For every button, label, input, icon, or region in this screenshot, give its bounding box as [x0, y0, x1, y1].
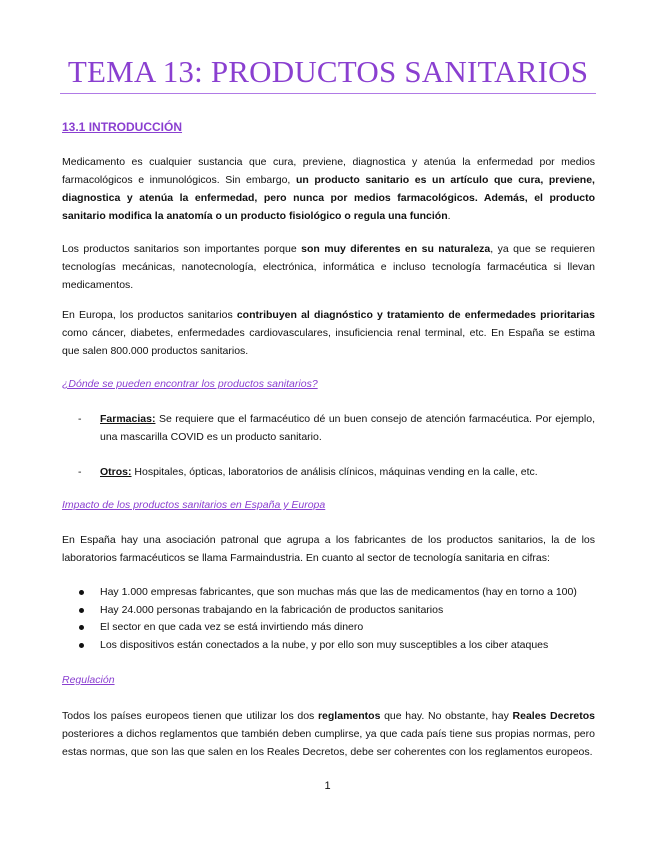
bullet-list [62, 584, 595, 654]
text-run: Medicamento es cualquier sustancia que cura, previene, diagnostica y atenúa la enfermedad por medios farmacológicos e inmunológicos. Sin embargo, [62, 156, 595, 186]
bold-run: son muy diferentes en su naturaleza [301, 243, 491, 255]
bullet-item [62, 602, 595, 620]
text-run: como cáncer, diabetes, enfermedades cardiovasculares, insuficiencia renal terminal, etc. En España se estima que salen 800.000 productos sanitarios. [62, 327, 595, 357]
page-title: TEMA 13: PRODUCTOS SANITARIOS [67, 54, 589, 89]
bullet-text: Los dispositivos están conectados a la nube, y por ello son muy susceptibles a los ciber ataques [100, 638, 549, 651]
subheading-where: ¿Dónde se pueden encontrar los productos sanitarios? [62, 378, 318, 390]
bullet-text: Hay 1.000 empresas fabricantes, que son muchas más que las de medicamentos (hay en torno a 100) [100, 586, 577, 598]
subheading-regulation: Regulación [62, 674, 115, 686]
list-item-otros [62, 463, 595, 481]
paragraph-spain: En España hay una asociación patronal que agrupa a los fabricantes de los productos sanitarios, la de los laboratorios farmacéuticos se llama Farmaindustria. En cuanto al sector de tecnología sanitaria en cifras: [62, 534, 595, 564]
dash-marker: - [78, 466, 82, 478]
dash-marker: - [78, 413, 82, 425]
paragraph-europe [62, 306, 595, 360]
paragraph-regulation [62, 707, 595, 761]
text-run: Los productos sanitarios son importantes porque [62, 243, 302, 255]
text-run: , ya que se requieren tecnologías mecánicas, nanotecnología, electrónica, informática e incluso tecnología farmacéutica si llevan medicamentos. [62, 243, 596, 291]
bullet-dot [79, 625, 84, 630]
item-text: Hospitales, ópticas, laboratorios de análisis clínicos, máquinas vending en la calle, etc. [131, 466, 538, 478]
bullet-dot [79, 590, 84, 595]
bold-run: contribuyen al diagnóstico y tratamiento de enfermedades prioritarias [236, 309, 595, 321]
bullet-text: El sector en que cada vez se está invirtiendo más dinero [100, 621, 364, 634]
item-text: Se requiere que el farmacéutico dé un buen consejo de atención farmacéutica. Por ejemplo, una mascarilla COVID es un producto sanitario. [100, 413, 595, 443]
item-label: Otros: [100, 466, 132, 478]
text-run: . [447, 210, 451, 222]
subheading-impact: Impacto de los productos sanitarios en España y Europa [62, 499, 326, 511]
page-number: 1 [324, 780, 331, 792]
text-run: En Europa, los productos sanitarios [62, 309, 237, 321]
bullet-text: Hay 24.000 personas trabajando en la fabricación de productos sanitarios [100, 603, 444, 616]
bullet-item [62, 584, 595, 602]
text-run: Todos los países europeos tienen que utilizar los dos [62, 710, 318, 722]
paragraph-definition [62, 153, 595, 225]
title-divider [60, 93, 596, 94]
list-item-farmacias [62, 410, 595, 446]
bullet-dot [79, 608, 84, 613]
bold-run: Reales Decretos [512, 710, 595, 722]
bold-run: un producto sanitario es un artículo que cura, previene, diagnostica y atenúa la enfermedad, pero nunca por medios farmacológicos. Además, el producto sanitario modifica la anatomía o un producto fisiológico o regula una función [62, 174, 595, 222]
item-label: Farmacias: [100, 413, 156, 425]
section-heading: 13.1 INTRODUCCIÓN [62, 120, 183, 134]
bullet-item [62, 637, 595, 655]
text-run: que hay. No obstante, hay [380, 710, 513, 722]
bullet-dot [79, 643, 84, 648]
bold-run: reglamentos [317, 710, 381, 722]
paragraph-importance [62, 240, 595, 294]
text-run: posteriores a dichos reglamentos que también deben cumplirse, ya que cada país tiene sus propias normas, pero estas normas, que son las que salen en los Reales Decretos, debe ser coherentes con los reglamentos europeos. [62, 728, 595, 758]
bullet-item [62, 619, 595, 637]
